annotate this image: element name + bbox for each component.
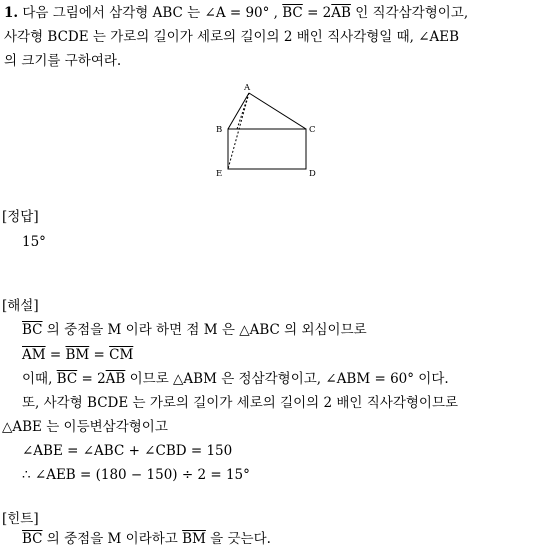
solution-text: = 2 <box>77 371 106 387</box>
segment-ac-line <box>249 93 306 129</box>
equals-sign: = <box>89 347 110 363</box>
segment-cm: $\overline{CM}$ <box>109 347 134 363</box>
rectangle-bcde <box>228 129 306 169</box>
hint-heading: [힌트] <box>2 511 39 527</box>
solution-text: 이므로 △ABM 은 정삼각형이고, ∠ABM = 60° 이다. <box>125 371 449 387</box>
answer-value: 15° <box>22 234 46 250</box>
problem-text: 다음 그림에서 삼각형 ABC 는 ∠A = 90° , <box>22 5 283 21</box>
solution-text: 의 중점을 M 이라 하면 점 M 은 △ABC 의 외심이므로 <box>42 322 367 338</box>
solution-line-3 <box>22 370 449 388</box>
segment-bc: $\overline{BC}$ <box>282 5 303 21</box>
segment-ab: $\overline{AB}$ <box>331 5 351 21</box>
solution-line-1 <box>22 321 367 339</box>
segment-ab: $\overline{AB}$ <box>105 371 126 387</box>
segment-bc: $\overline{BC}$ <box>22 531 43 547</box>
segment-bm: $\overline{BM}$ <box>182 531 206 547</box>
solution-line-6: ∠ABE = ∠ABC + ∠CBD = 150 <box>22 443 233 459</box>
problem-text: 인 직각삼각형이고, <box>350 5 469 21</box>
problem-text: = 2 <box>302 5 332 21</box>
segment-ae-dashed <box>228 93 249 169</box>
solution-line-7: ∴ ∠AEB = (180 − 150) ÷ 2 = 15° <box>22 467 250 483</box>
solution-heading: [해설] <box>2 298 39 314</box>
label-c: C <box>309 125 316 135</box>
solution-line-4: 또, 사각형 BCDE 는 가로의 길이가 세로의 길이의 2 배인 직사각형이므로 <box>22 395 459 411</box>
answer-heading: [정답] <box>2 209 39 225</box>
hint-text: 을 긋는다. <box>205 531 271 547</box>
label-a: A <box>244 83 251 93</box>
segment-bc: $\overline{BC}$ <box>56 371 78 387</box>
segment-am: $\overline{AM}$ <box>22 347 46 363</box>
problem-line-2: 사각형 BCDE 는 가로의 길이가 세로의 길이의 2 배인 직사각형일 때, ∠AEB <box>4 29 460 45</box>
label-e: E <box>216 169 223 179</box>
solution-text: 이때, <box>22 371 57 387</box>
hint-text: 의 중점을 M 이라하고 <box>42 531 183 547</box>
problem-number: 1. <box>4 5 19 21</box>
solution-line-2 <box>22 346 133 364</box>
segment-bm: $\overline{BM}$ <box>65 347 90 363</box>
label-d: D <box>309 169 316 179</box>
solution-line-5: △ABE 는 이등변삼각형이고 <box>2 419 168 435</box>
segment-bc: $\overline{BC}$ <box>22 322 43 338</box>
problem-line-3: 의 크기를 구하여라. <box>4 53 122 69</box>
label-b: B <box>216 125 223 135</box>
equals-sign: = <box>45 347 66 363</box>
hint-line-1 <box>22 530 271 548</box>
